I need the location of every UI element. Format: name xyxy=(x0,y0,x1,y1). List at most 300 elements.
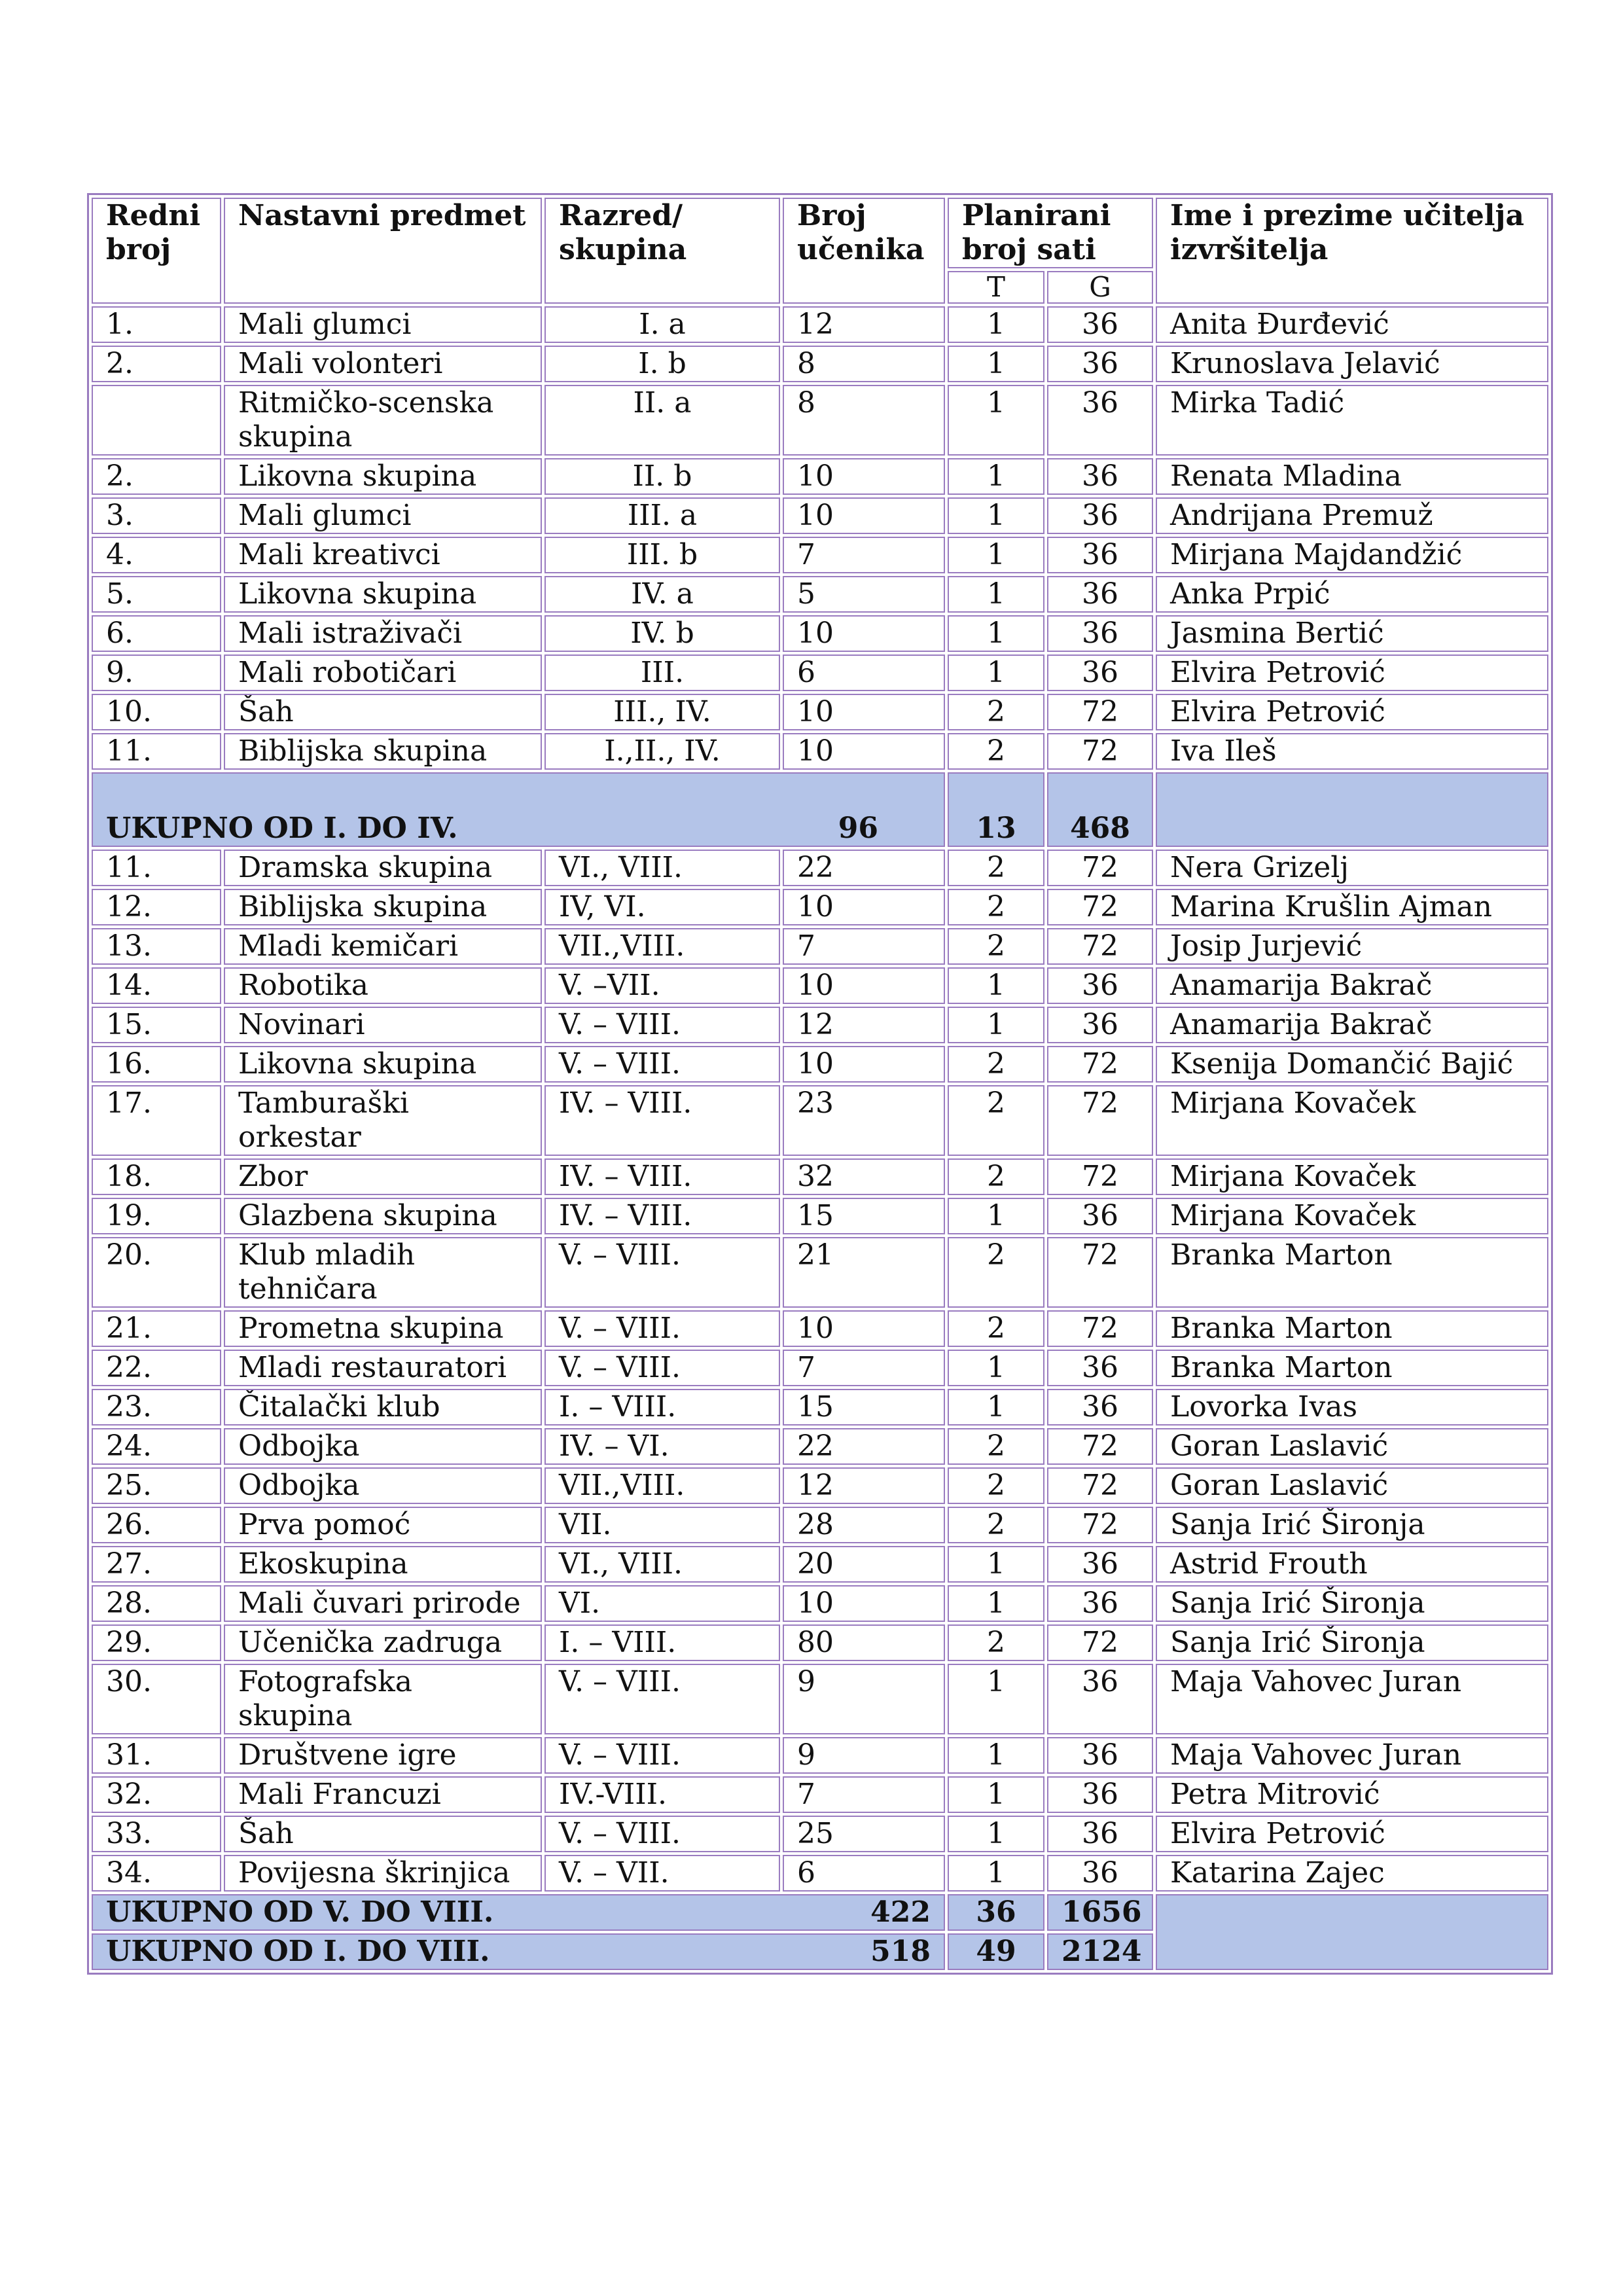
cell-teacher: Marina Krušlin Ajman xyxy=(1156,889,1548,925)
cell-grade: III. a xyxy=(544,497,780,534)
cell-redni-broj: 22. xyxy=(92,1350,221,1386)
cell-redni-broj: 10. xyxy=(92,694,221,730)
cell-hours-g: 72 xyxy=(1047,1085,1153,1156)
cell-teacher: Petra Mitrović xyxy=(1156,1776,1548,1813)
cell-redni-broj: 5. xyxy=(92,576,221,613)
cell-teacher: Josip Jurjević xyxy=(1156,928,1548,965)
cell-hours-t: 1 xyxy=(948,576,1044,613)
header-broj-ucenika: Broj učenika xyxy=(783,198,945,304)
cell-hours-g: 72 xyxy=(1047,694,1153,730)
cell-grade: VII.,VIII. xyxy=(544,1467,780,1504)
cell-hours-g: 36 xyxy=(1047,1350,1153,1386)
cell-hours-g: 36 xyxy=(1047,537,1153,573)
cell-hours-g: 72 xyxy=(1047,1158,1153,1195)
cell-grade: III. b xyxy=(544,537,780,573)
cell-hours-t: 1 xyxy=(948,1664,1044,1734)
table-row xyxy=(92,1624,1548,1661)
cell-grade: V. –VII. xyxy=(544,967,780,1004)
cell-redni-broj: 23. xyxy=(92,1389,221,1426)
total-row-i-viii-t: 49 xyxy=(948,1933,1044,1970)
cell-hours-g: 72 xyxy=(1047,928,1153,965)
cell-hours-g: 36 xyxy=(1047,346,1153,382)
cell-grade: V. – VIII. xyxy=(544,1350,780,1386)
cell-students: 8 xyxy=(783,346,945,382)
cell-students: 28 xyxy=(783,1507,945,1543)
cell-grade: II. b xyxy=(544,458,780,495)
cell-redni-broj: 13. xyxy=(92,928,221,965)
cell-subject: Klub mladih tehničara xyxy=(224,1237,542,1308)
cell-students: 10 xyxy=(783,694,945,730)
cell-students: 25 xyxy=(783,1816,945,1852)
cell-hours-g: 36 xyxy=(1047,1007,1153,1043)
cell-hours-g: 36 xyxy=(1047,1776,1153,1813)
cell-students: 32 xyxy=(783,1158,945,1195)
cell-teacher: Jasmina Bertić xyxy=(1156,615,1548,652)
table-row xyxy=(92,889,1548,925)
cell-hours-g: 72 xyxy=(1047,733,1153,770)
cell-subject: Mali čuvari prirode xyxy=(224,1585,542,1622)
table-row xyxy=(92,385,1548,456)
cell-grade: IV. a xyxy=(544,576,780,613)
header-g: G xyxy=(1047,271,1153,304)
total-row-i-iv-empty xyxy=(1156,772,1548,847)
cell-redni-broj: 4. xyxy=(92,537,221,573)
cell-grade: V. – VIII. xyxy=(544,1816,780,1852)
cell-students: 8 xyxy=(783,385,945,456)
cell-subject: Mali volonteri xyxy=(224,346,542,382)
cell-students: 10 xyxy=(783,1310,945,1347)
cell-students: 22 xyxy=(783,1428,945,1465)
cell-teacher: Maja Vahovec Juran xyxy=(1156,1737,1548,1774)
cell-subject: Čitalački klub xyxy=(224,1389,542,1426)
cell-teacher: Goran Laslavić xyxy=(1156,1428,1548,1465)
header-ime-prezime: Ime i prezime učitelja izvršitelja xyxy=(1156,198,1548,304)
cell-students: 22 xyxy=(783,850,945,886)
activities-table xyxy=(87,193,1553,1975)
cell-redni-broj: 33. xyxy=(92,1816,221,1852)
cell-grade: V. – VIII. xyxy=(544,1237,780,1308)
table-row xyxy=(92,1816,1548,1852)
cell-subject: Ritmičko-scenska skupina xyxy=(224,385,542,456)
cell-subject: Prva pomoć xyxy=(224,1507,542,1543)
cell-redni-broj: 6. xyxy=(92,615,221,652)
cell-hours-g: 72 xyxy=(1047,1046,1153,1083)
cell-subject: Robotika xyxy=(224,967,542,1004)
cell-redni-broj: 20. xyxy=(92,1237,221,1308)
cell-subject: Zbor xyxy=(224,1158,542,1195)
cell-hours-g: 36 xyxy=(1047,615,1153,652)
cell-hours-g: 36 xyxy=(1047,1816,1153,1852)
cell-redni-broj: 18. xyxy=(92,1158,221,1195)
cell-teacher: Branka Marton xyxy=(1156,1350,1548,1386)
cell-hours-t: 1 xyxy=(948,1007,1044,1043)
total-row-i-iv xyxy=(92,772,1548,847)
total-row-v-viii-students: 422 xyxy=(870,1895,931,1929)
total-row-empty xyxy=(1156,1894,1548,1970)
cell-grade: VII. xyxy=(544,1507,780,1543)
cell-teacher: Anita Đurđević xyxy=(1156,306,1548,343)
cell-hours-t: 1 xyxy=(948,1776,1044,1813)
cell-hours-g: 72 xyxy=(1047,889,1153,925)
cell-hours-g: 72 xyxy=(1047,1507,1153,1543)
total-row-i-iv-label: UKUPNO OD I. DO IV. xyxy=(106,812,458,845)
total-row-v-viii-label-cell xyxy=(92,1894,945,1931)
cell-teacher: Mirjana Majdandžić xyxy=(1156,537,1548,573)
cell-hours-g: 36 xyxy=(1047,1737,1153,1774)
cell-hours-t: 2 xyxy=(948,733,1044,770)
cell-students: 80 xyxy=(783,1624,945,1661)
cell-subject: Ekoskupina xyxy=(224,1546,542,1583)
cell-students: 10 xyxy=(783,733,945,770)
cell-hours-t: 2 xyxy=(948,928,1044,965)
cell-hours-g: 36 xyxy=(1047,497,1153,534)
cell-hours-t: 1 xyxy=(948,1585,1044,1622)
cell-teacher: Katarina Zajec xyxy=(1156,1855,1548,1892)
table-row xyxy=(92,497,1548,534)
cell-redni-broj: 24. xyxy=(92,1428,221,1465)
cell-hours-t: 2 xyxy=(948,1507,1044,1543)
cell-redni-broj: 25. xyxy=(92,1467,221,1504)
table-row xyxy=(92,1198,1548,1234)
cell-students: 6 xyxy=(783,655,945,691)
cell-redni-broj: 11. xyxy=(92,733,221,770)
cell-grade: I. – VIII. xyxy=(544,1389,780,1426)
cell-teacher: Iva Ileš xyxy=(1156,733,1548,770)
cell-teacher: Andrijana Premuž xyxy=(1156,497,1548,534)
cell-students: 6 xyxy=(783,1855,945,1892)
cell-hours-t: 1 xyxy=(948,346,1044,382)
cell-grade: IV. – VIII. xyxy=(544,1158,780,1195)
total-row-v-viii-label: UKUPNO OD V. DO VIII. xyxy=(106,1895,494,1929)
cell-grade: II. a xyxy=(544,385,780,456)
cell-teacher: Elvira Petrović xyxy=(1156,655,1548,691)
cell-teacher: Sanja Irić Šironja xyxy=(1156,1585,1548,1622)
cell-subject: Biblijska skupina xyxy=(224,889,542,925)
table-row xyxy=(92,655,1548,691)
cell-students: 9 xyxy=(783,1737,945,1774)
table-row xyxy=(92,1237,1548,1308)
cell-hours-g: 36 xyxy=(1047,1585,1153,1622)
cell-redni-broj: 15. xyxy=(92,1007,221,1043)
cell-subject: Fotografska skupina xyxy=(224,1664,542,1734)
cell-hours-t: 1 xyxy=(948,385,1044,456)
table-row xyxy=(92,1507,1548,1543)
cell-hours-g: 36 xyxy=(1047,576,1153,613)
cell-redni-broj: 21. xyxy=(92,1310,221,1347)
cell-subject: Mali kreativci xyxy=(224,537,542,573)
table-row xyxy=(92,537,1548,573)
cell-hours-t: 1 xyxy=(948,1855,1044,1892)
table-row xyxy=(92,1546,1548,1583)
cell-grade: III. xyxy=(544,655,780,691)
cell-subject: Društvene igre xyxy=(224,1737,542,1774)
cell-grade: VI. xyxy=(544,1585,780,1622)
table-row xyxy=(92,733,1548,770)
cell-students: 7 xyxy=(783,1776,945,1813)
cell-students: 10 xyxy=(783,497,945,534)
cell-hours-g: 36 xyxy=(1047,1664,1153,1734)
cell-teacher: Nera Grizelj xyxy=(1156,850,1548,886)
cell-hours-t: 1 xyxy=(948,458,1044,495)
cell-students: 15 xyxy=(783,1389,945,1426)
cell-subject: Mladi kemičari xyxy=(224,928,542,965)
cell-students: 9 xyxy=(783,1664,945,1734)
cell-hours-t: 1 xyxy=(948,967,1044,1004)
table-row xyxy=(92,1467,1548,1504)
cell-hours-t: 2 xyxy=(948,889,1044,925)
table-row xyxy=(92,615,1548,652)
total-row-i-iv-g: 468 xyxy=(1047,772,1153,847)
cell-redni-broj: 2. xyxy=(92,346,221,382)
table-row xyxy=(92,1007,1548,1043)
cell-grade: VI., VIII. xyxy=(544,850,780,886)
cell-hours-t: 2 xyxy=(948,1428,1044,1465)
cell-students: 20 xyxy=(783,1546,945,1583)
cell-grade: VI., VIII. xyxy=(544,1546,780,1583)
cell-grade: V. – VII. xyxy=(544,1855,780,1892)
cell-redni-broj: 34. xyxy=(92,1855,221,1892)
cell-grade: IV, VI. xyxy=(544,889,780,925)
cell-hours-t: 2 xyxy=(948,1046,1044,1083)
cell-redni-broj: 11. xyxy=(92,850,221,886)
total-row-i-iv-label-cell xyxy=(92,772,945,847)
cell-redni-broj: 32. xyxy=(92,1776,221,1813)
cell-subject: Odbojka xyxy=(224,1428,542,1465)
cell-hours-t: 2 xyxy=(948,1467,1044,1504)
cell-grade: I. b xyxy=(544,346,780,382)
cell-teacher: Renata Mladina xyxy=(1156,458,1548,495)
cell-subject: Šah xyxy=(224,1816,542,1852)
cell-redni-broj: 3. xyxy=(92,497,221,534)
cell-teacher: Mirjana Kovaček xyxy=(1156,1085,1548,1156)
table-row xyxy=(92,1350,1548,1386)
cell-subject: Likovna skupina xyxy=(224,576,542,613)
cell-hours-t: 2 xyxy=(948,1158,1044,1195)
cell-redni-broj: 16. xyxy=(92,1046,221,1083)
cell-teacher: Mirjana Kovaček xyxy=(1156,1198,1548,1234)
cell-teacher: Maja Vahovec Juran xyxy=(1156,1664,1548,1734)
cell-teacher: Anka Prpić xyxy=(1156,576,1548,613)
cell-subject: Mladi restauratori xyxy=(224,1350,542,1386)
cell-hours-t: 2 xyxy=(948,850,1044,886)
table-row xyxy=(92,850,1548,886)
table-row xyxy=(92,1158,1548,1195)
cell-students: 7 xyxy=(783,537,945,573)
cell-students: 10 xyxy=(783,1046,945,1083)
cell-hours-g: 72 xyxy=(1047,1428,1153,1465)
cell-students: 23 xyxy=(783,1085,945,1156)
cell-redni-broj: 19. xyxy=(92,1198,221,1234)
cell-subject: Mali glumci xyxy=(224,306,542,343)
cell-students: 10 xyxy=(783,889,945,925)
cell-grade: I. – VIII. xyxy=(544,1624,780,1661)
cell-teacher: Elvira Petrović xyxy=(1156,1816,1548,1852)
cell-students: 10 xyxy=(783,458,945,495)
cell-grade: VII.,VIII. xyxy=(544,928,780,965)
cell-hours-g: 72 xyxy=(1047,1467,1153,1504)
cell-grade: IV. – VIII. xyxy=(544,1085,780,1156)
cell-hours-t: 1 xyxy=(948,1198,1044,1234)
cell-subject: Mali Francuzi xyxy=(224,1776,542,1813)
cell-redni-broj xyxy=(92,385,221,456)
cell-teacher: Mirjana Kovaček xyxy=(1156,1158,1548,1195)
cell-grade: IV.-VIII. xyxy=(544,1776,780,1813)
table-row xyxy=(92,1737,1548,1774)
table-row xyxy=(92,694,1548,730)
header-t: T xyxy=(948,271,1044,304)
cell-hours-g: 36 xyxy=(1047,385,1153,456)
cell-subject: Likovna skupina xyxy=(224,1046,542,1083)
cell-students: 5 xyxy=(783,576,945,613)
cell-students: 10 xyxy=(783,967,945,1004)
cell-students: 12 xyxy=(783,306,945,343)
cell-subject: Šah xyxy=(224,694,542,730)
cell-subject: Biblijska skupina xyxy=(224,733,542,770)
table-row xyxy=(92,1389,1548,1426)
cell-grade: V. – VIII. xyxy=(544,1310,780,1347)
total-row-i-viii-label-cell xyxy=(92,1933,945,1970)
cell-hours-g: 72 xyxy=(1047,850,1153,886)
cell-subject: Povijesna škrinjica xyxy=(224,1855,542,1892)
cell-hours-t: 1 xyxy=(948,1389,1044,1426)
cell-subject: Odbojka xyxy=(224,1467,542,1504)
cell-redni-broj: 2. xyxy=(92,458,221,495)
table-row xyxy=(92,1310,1548,1347)
cell-students: 7 xyxy=(783,1350,945,1386)
table-row xyxy=(92,1085,1548,1156)
cell-hours-t: 2 xyxy=(948,694,1044,730)
cell-hours-g: 36 xyxy=(1047,1198,1153,1234)
cell-redni-broj: 12. xyxy=(92,889,221,925)
cell-hours-t: 1 xyxy=(948,497,1044,534)
cell-hours-g: 36 xyxy=(1047,1389,1153,1426)
cell-subject: Prometna skupina xyxy=(224,1310,542,1347)
cell-redni-broj: 28. xyxy=(92,1585,221,1622)
cell-hours-t: 1 xyxy=(948,537,1044,573)
cell-teacher: Goran Laslavić xyxy=(1156,1467,1548,1504)
cell-hours-t: 2 xyxy=(948,1624,1044,1661)
cell-redni-broj: 27. xyxy=(92,1546,221,1583)
cell-hours-t: 2 xyxy=(948,1237,1044,1308)
total-row-v-viii-t: 36 xyxy=(948,1894,1044,1931)
header-planirani-broj-sati: Planirani broj sati xyxy=(948,198,1153,268)
cell-grade: V. – VIII. xyxy=(544,1737,780,1774)
cell-hours-g: 36 xyxy=(1047,1855,1153,1892)
cell-grade: IV. – VI. xyxy=(544,1428,780,1465)
cell-teacher: Sanja Irić Šironja xyxy=(1156,1624,1548,1661)
header-razred-skupina: Razred/ skupina xyxy=(544,198,780,304)
cell-hours-g: 72 xyxy=(1047,1237,1153,1308)
cell-redni-broj: 31. xyxy=(92,1737,221,1774)
cell-teacher: Sanja Irić Šironja xyxy=(1156,1507,1548,1543)
cell-teacher: Elvira Petrović xyxy=(1156,694,1548,730)
cell-hours-t: 2 xyxy=(948,1310,1044,1347)
cell-redni-broj: 26. xyxy=(92,1507,221,1543)
cell-redni-broj: 17. xyxy=(92,1085,221,1156)
cell-redni-broj: 1. xyxy=(92,306,221,343)
cell-subject: Mali glumci xyxy=(224,497,542,534)
cell-students: 10 xyxy=(783,1585,945,1622)
cell-students: 21 xyxy=(783,1237,945,1308)
table-row xyxy=(92,1428,1548,1465)
cell-hours-g: 36 xyxy=(1047,306,1153,343)
cell-students: 12 xyxy=(783,1467,945,1504)
cell-hours-t: 1 xyxy=(948,655,1044,691)
cell-teacher: Krunoslava Jelavić xyxy=(1156,346,1548,382)
table-row xyxy=(92,1046,1548,1083)
cell-teacher: Branka Marton xyxy=(1156,1237,1548,1308)
cell-students: 15 xyxy=(783,1198,945,1234)
cell-teacher: Lovorka Ivas xyxy=(1156,1389,1548,1426)
cell-subject: Tamburaški orkestar xyxy=(224,1085,542,1156)
cell-hours-g: 72 xyxy=(1047,1310,1153,1347)
header-redni-broj: Redni broj xyxy=(92,198,221,304)
total-row-i-viii-students: 518 xyxy=(870,1935,931,1968)
total-row-v-viii-g: 1656 xyxy=(1047,1894,1153,1931)
table-row xyxy=(92,1855,1548,1892)
table-row xyxy=(92,346,1548,382)
cell-grade: IV. b xyxy=(544,615,780,652)
cell-subject: Učenička zadruga xyxy=(224,1624,542,1661)
table-row xyxy=(92,967,1548,1004)
cell-teacher: Anamarija Bakrač xyxy=(1156,1007,1548,1043)
cell-grade: V. – VIII. xyxy=(544,1046,780,1083)
cell-grade: V. – VIII. xyxy=(544,1664,780,1734)
cell-hours-t: 1 xyxy=(948,1816,1044,1852)
cell-hours-t: 2 xyxy=(948,1085,1044,1156)
cell-hours-t: 1 xyxy=(948,1350,1044,1386)
cell-students: 10 xyxy=(783,615,945,652)
cell-hours-t: 1 xyxy=(948,1546,1044,1583)
cell-grade: IV. – VIII. xyxy=(544,1198,780,1234)
header-row xyxy=(92,198,1548,268)
cell-subject: Novinari xyxy=(224,1007,542,1043)
cell-subject: Glazbena skupina xyxy=(224,1198,542,1234)
cell-teacher: Mirka Tadić xyxy=(1156,385,1548,456)
cell-teacher: Anamarija Bakrač xyxy=(1156,967,1548,1004)
cell-teacher: Ksenija Domančić Bajić xyxy=(1156,1046,1548,1083)
cell-hours-g: 36 xyxy=(1047,655,1153,691)
cell-grade: I.,II., IV. xyxy=(544,733,780,770)
total-row-i-iv-t: 13 xyxy=(948,772,1044,847)
cell-subject: Dramska skupina xyxy=(224,850,542,886)
cell-hours-g: 36 xyxy=(1047,1546,1153,1583)
table-row xyxy=(92,928,1548,965)
table-row xyxy=(92,576,1548,613)
cell-students: 7 xyxy=(783,928,945,965)
cell-redni-broj: 14. xyxy=(92,967,221,1004)
cell-subject: Likovna skupina xyxy=(224,458,542,495)
cell-subject: Mali istraživači xyxy=(224,615,542,652)
table-row xyxy=(92,1664,1548,1734)
cell-teacher: Astrid Frouth xyxy=(1156,1546,1548,1583)
cell-hours-g: 36 xyxy=(1047,458,1153,495)
cell-redni-broj: 9. xyxy=(92,655,221,691)
table-row xyxy=(92,458,1548,495)
cell-grade: I. a xyxy=(544,306,780,343)
cell-hours-t: 1 xyxy=(948,615,1044,652)
table-row xyxy=(92,306,1548,343)
cell-teacher: Branka Marton xyxy=(1156,1310,1548,1347)
cell-redni-broj: 29. xyxy=(92,1624,221,1661)
cell-subject: Mali robotičari xyxy=(224,655,542,691)
cell-hours-g: 36 xyxy=(1047,967,1153,1004)
cell-students: 12 xyxy=(783,1007,945,1043)
total-row-i-iv-students: 96 xyxy=(838,812,878,845)
cell-hours-t: 1 xyxy=(948,1737,1044,1774)
cell-grade: III., IV. xyxy=(544,694,780,730)
cell-hours-g: 72 xyxy=(1047,1624,1153,1661)
